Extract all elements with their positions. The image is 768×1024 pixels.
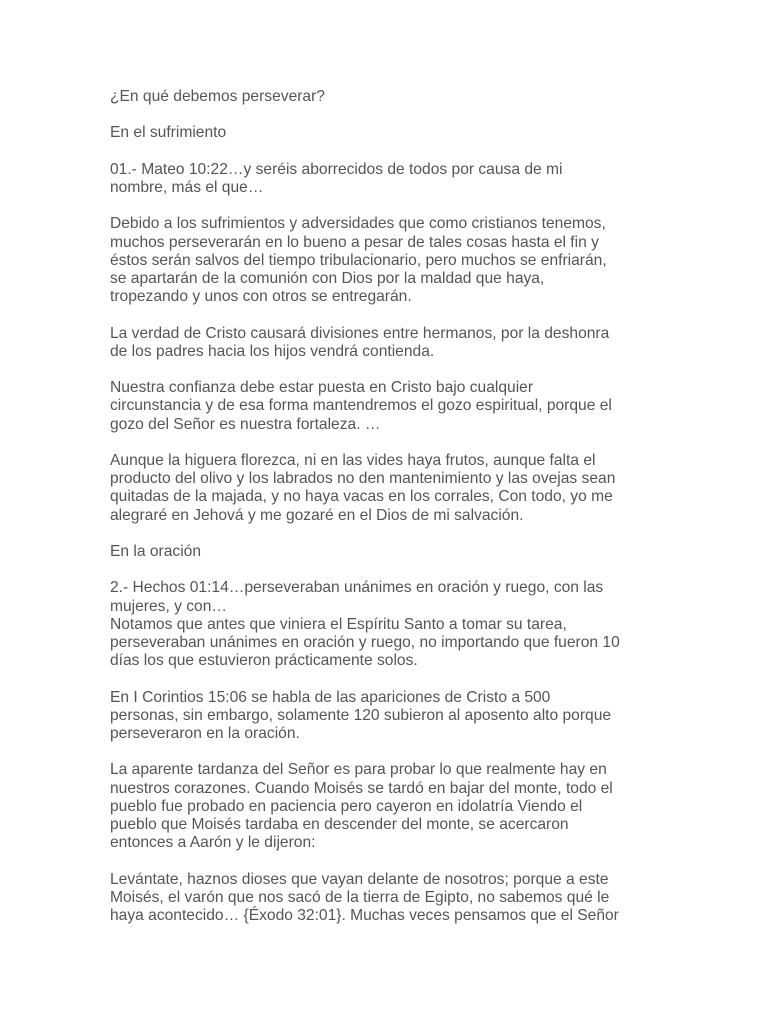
text-line: nuestros corazones. Cuando Moisés se tardó en bajar del monte, todo el bbox=[110, 779, 613, 797]
text-line: Nuestra confianza debe estar puesta en Cristo bajo cualquier bbox=[110, 379, 534, 397]
paragraph-notamos bbox=[110, 616, 662, 671]
text-line: producto del olivo y los labrados no den mantenimiento y las ovejas sean bbox=[110, 470, 616, 488]
heading-question bbox=[110, 88, 662, 106]
section-heading-sufrimiento bbox=[110, 124, 662, 142]
text-line: tropezando y unos con otros se entregarán. bbox=[110, 288, 412, 306]
text-line: días los que estuvieron prácticamente solos. bbox=[110, 652, 418, 670]
text-line: de los padres hacia los hijos vendrá contienda. bbox=[110, 342, 435, 360]
paragraph-tardanza bbox=[110, 761, 662, 852]
text-line: entonces a Aarón y le dijeron: bbox=[110, 834, 316, 852]
text-line: perseveraban unánimes en oración y ruego, no importando que fueron 10 bbox=[110, 633, 620, 651]
verse-hechos bbox=[110, 579, 662, 615]
paragraph-confianza bbox=[110, 379, 662, 434]
paragraph-verdad bbox=[110, 325, 662, 361]
text-line: quitadas de la majada, y no haya vacas en los corrales, Con todo, yo me bbox=[110, 488, 613, 506]
text-line: ¿En qué debemos perseverar? bbox=[110, 88, 325, 105]
text-line: gozo del Señor es nuestra fortaleza. … bbox=[110, 415, 381, 433]
text-line: Levántate, haznos dioses que vayan delante de nosotros; porque a este bbox=[110, 870, 609, 888]
text-line: mujeres, y con… bbox=[110, 597, 227, 615]
section-heading-oracion bbox=[110, 543, 662, 561]
text-line: pueblo fue probado en paciencia pero cayeron en idolatría Viendo el bbox=[110, 797, 583, 815]
paragraph-levantate bbox=[110, 871, 662, 926]
text-line: 01.- Mateo 10:22…y seréis aborrecidos de todos por causa de mi bbox=[110, 160, 563, 178]
document-page bbox=[110, 88, 662, 943]
text-line: haya acontecido… {Éxodo 32:01}. Muchas veces pensamos que el Señor bbox=[110, 906, 619, 924]
text-line: perseveraron en la oración. bbox=[110, 724, 300, 742]
paragraph-higuera bbox=[110, 452, 662, 525]
text-line: pueblo que Moisés tardaba en descender del monte, se acercaron bbox=[110, 815, 569, 833]
text-line: En la oración bbox=[110, 542, 202, 560]
verse-mateo bbox=[110, 161, 662, 197]
text-line: éstos serán salvos del tiempo tribulacionario, pero muchos se enfriarán, bbox=[110, 251, 607, 269]
text-line: nombre, más el que… bbox=[110, 178, 264, 196]
text-line: circunstancia y de esa forma mantendremos el gozo espiritual, porque el bbox=[110, 397, 612, 415]
text-line: Aunque la higuera florezca, ni en las vides haya frutos, aunque falta el bbox=[110, 451, 596, 469]
text-line: alegraré en Jehová y me gozaré en el Dios de mi salvación. bbox=[110, 506, 524, 524]
text-line: se apartarán de la comunión con Dios por la maldad que haya, bbox=[110, 269, 545, 287]
text-line: La aparente tardanza del Señor es para probar lo que realmente hay en bbox=[110, 761, 607, 779]
text-line: Moisés, el varón que nos sacó de la tierra de Egipto, no sabemos qué le bbox=[110, 888, 610, 906]
text-line: En el sufrimiento bbox=[110, 124, 227, 142]
paragraph-corintios bbox=[110, 689, 662, 744]
text-line: Notamos que antes que viniera el Espíritu Santo a tomar su tarea, bbox=[110, 615, 567, 633]
text-line: En I Corintios 15:06 se habla de las apariciones de Cristo a 500 bbox=[110, 688, 551, 706]
paragraph-sufrimientos bbox=[110, 215, 662, 306]
text-line: Debido a los sufrimientos y adversidades que como cristianos tenemos, bbox=[110, 215, 606, 233]
text-line: personas, sin embargo, solamente 120 subieron al aposento alto porque bbox=[110, 706, 612, 724]
text-line: muchos perseverarán en lo bueno a pesar de tales cosas hasta el fin y bbox=[110, 233, 599, 251]
text-line: La verdad de Cristo causará divisiones entre hermanos, por la deshonra bbox=[110, 324, 610, 342]
text-line: 2.- Hechos 01:14…perseveraban unánimes en oración y ruego, con las bbox=[110, 579, 604, 597]
